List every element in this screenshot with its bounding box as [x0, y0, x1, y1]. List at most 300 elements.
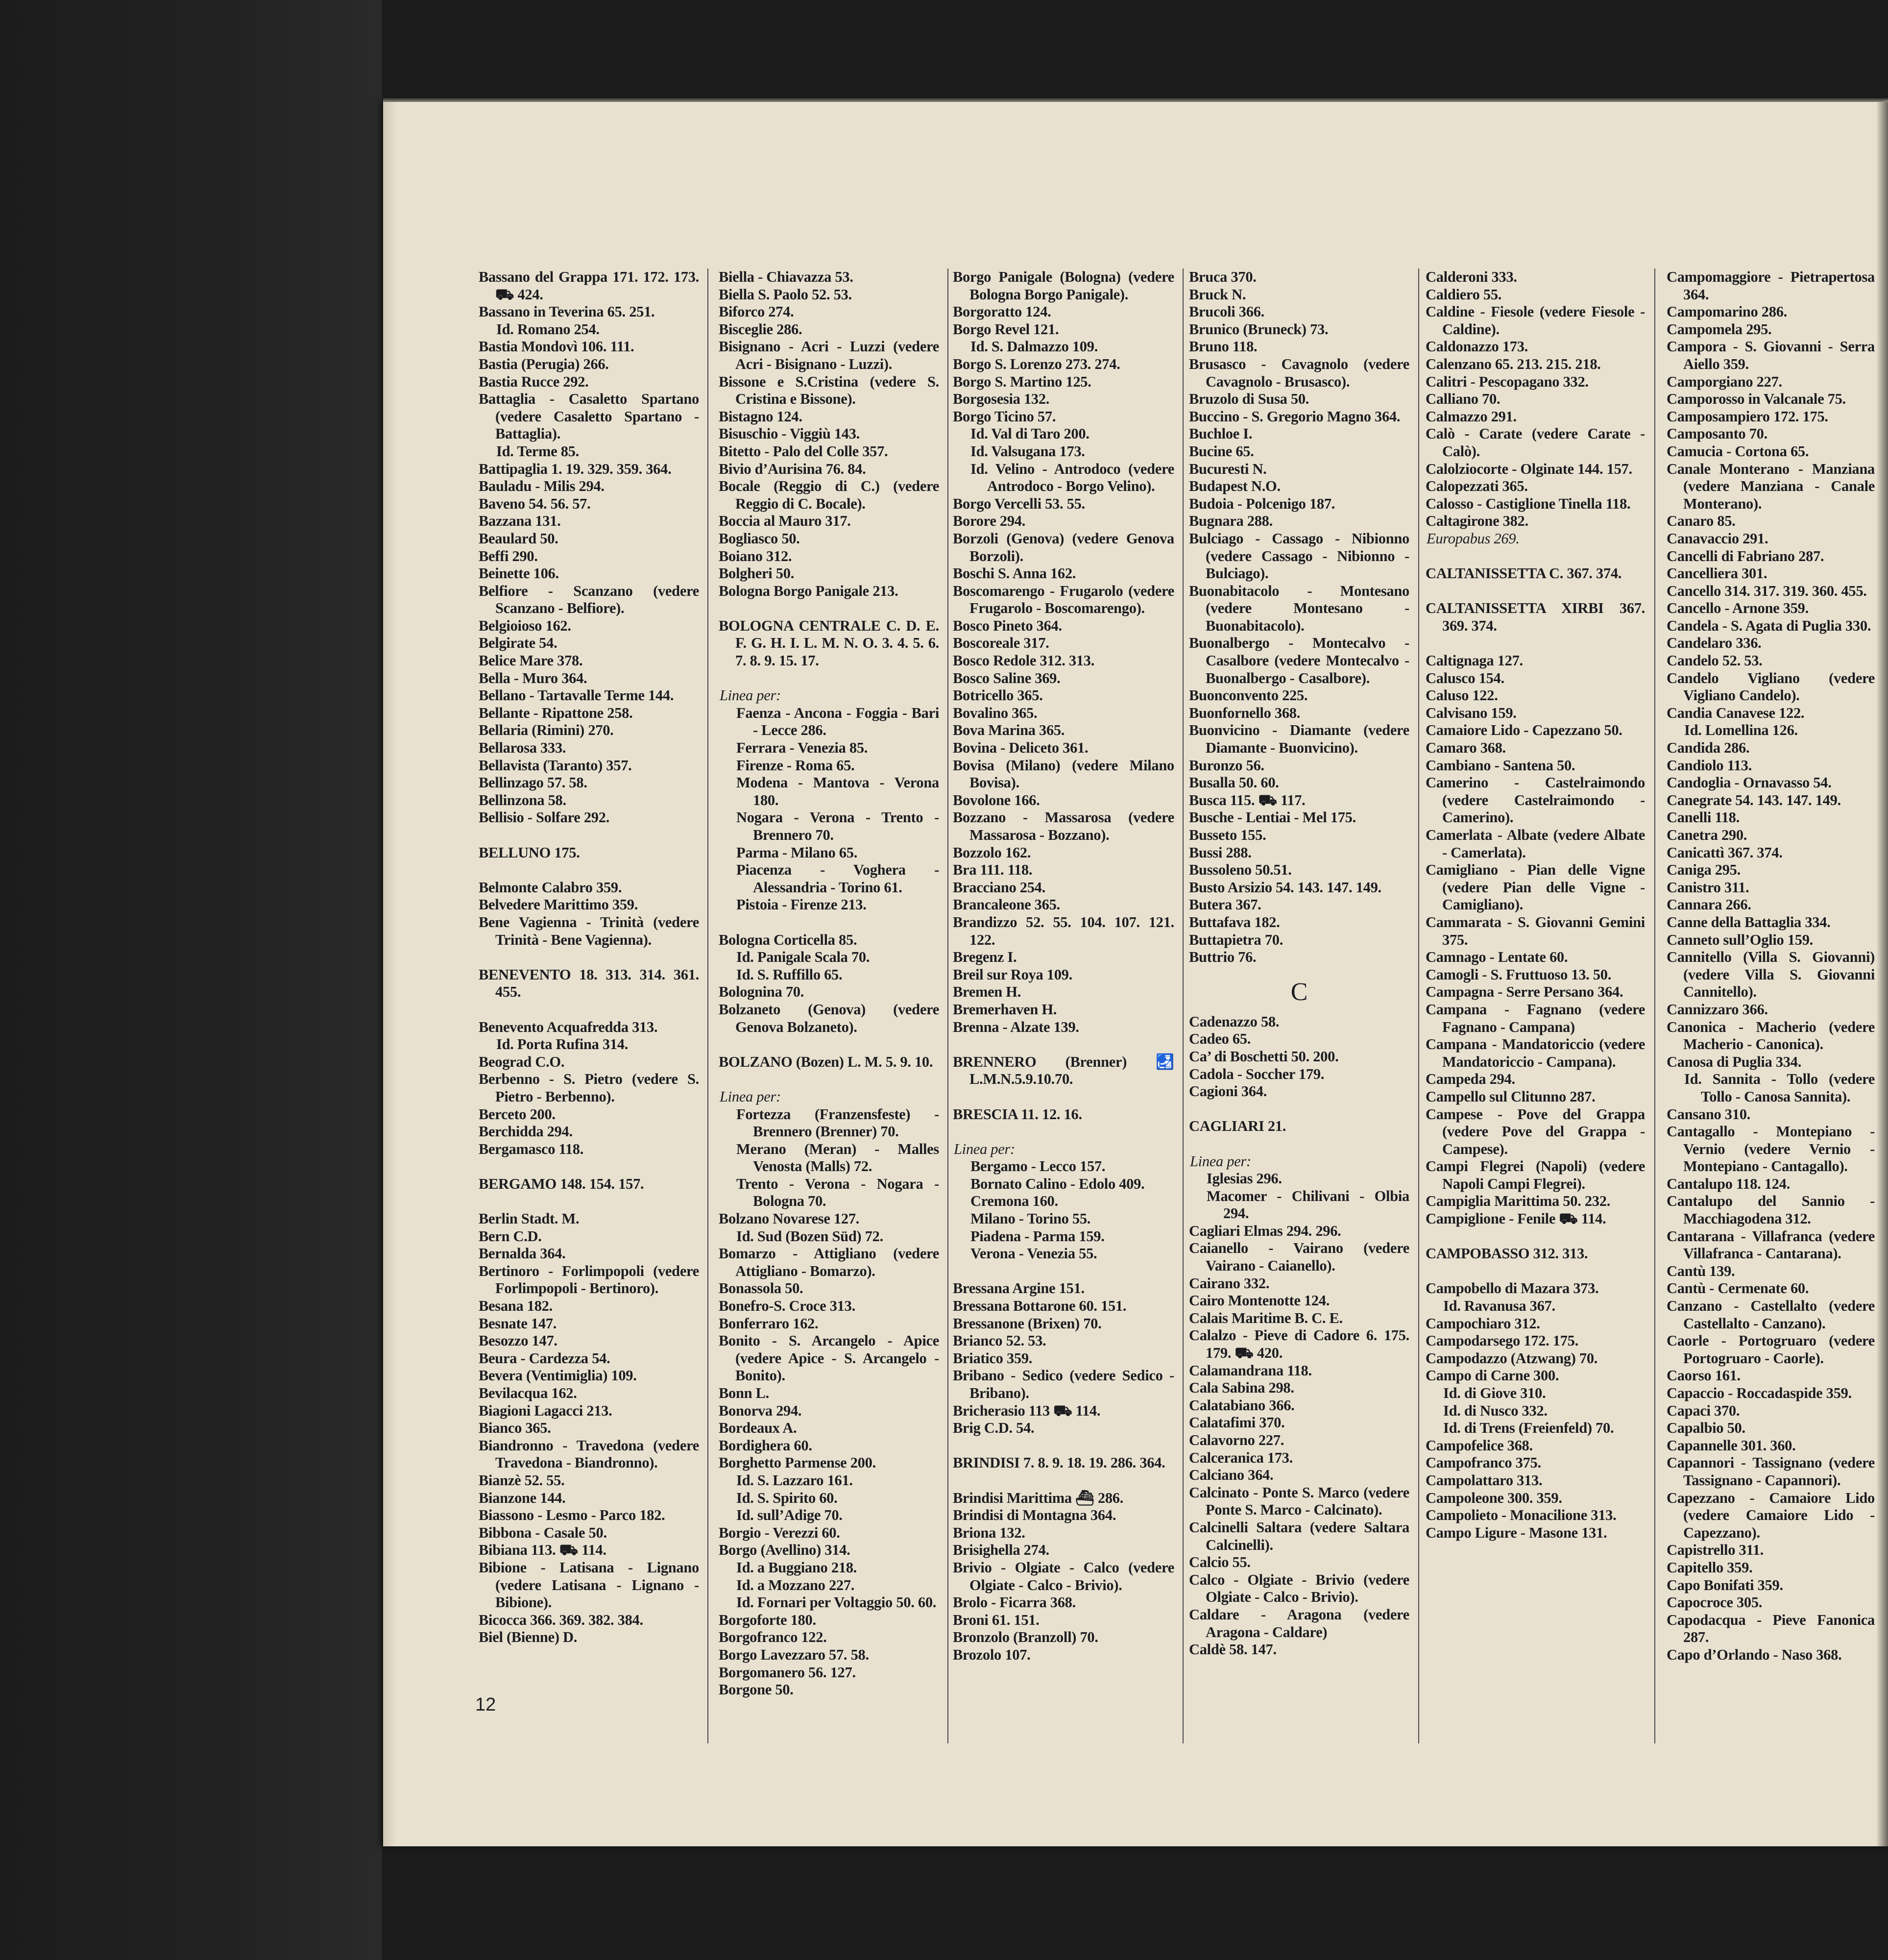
index-entry: Cansano 310.: [1667, 1105, 1750, 1123]
index-entry: Pistoia - Firenze 213.: [736, 896, 867, 913]
index-entry: Bergamasco 118.: [479, 1140, 584, 1157]
index-entry: Bovina - Deliceto 361.: [953, 739, 1089, 757]
index-entry: Bastia (Perugia) 266.: [479, 355, 609, 372]
index-entry: Bernalda 364.: [479, 1245, 566, 1262]
index-entry: Boiano 312.: [719, 547, 792, 564]
index-entry: Bolzano Novarese 127.: [719, 1210, 860, 1227]
index-entry: Cantagallo - Montepiano - Vernio (vedere Vernio - Montepiano - Cantagallo).: [1667, 1123, 1875, 1175]
index-entry: Campora - S. Giovanni - Serra Aiello 359.: [1667, 338, 1875, 372]
index-entry: Borgosesia 132.: [953, 391, 1050, 408]
index-entry: Id. Val di Taro 200.: [970, 425, 1089, 442]
index-entry: Bruno 118.: [1189, 338, 1258, 355]
index-entry: Campo di Carne 300.: [1426, 1367, 1559, 1384]
column-rule: [947, 269, 948, 1743]
index-entry: Bisceglie 286.: [719, 320, 802, 338]
index-entry: Id. S. Spirito 60.: [736, 1489, 838, 1506]
index-entry: Canonica - Macherio (vedere Macherio - Canonica).: [1667, 1018, 1875, 1053]
index-entry: Caldiero 55.: [1426, 286, 1502, 303]
index-entry: Brianco 52. 53.: [953, 1332, 1046, 1349]
index-entry: Bracciano 254.: [953, 879, 1045, 896]
index-entry: Caluso 122.: [1426, 687, 1498, 704]
index-entry: Boscomarengo - Frugarolo (vedere Frugarolo - Boscomarengo).: [953, 582, 1174, 617]
index-entry: BOLZANO (Bozen) L. M. 5. 9. 10.: [719, 1053, 933, 1070]
index-entry: Canicattì 367. 374.: [1667, 844, 1783, 861]
index-entry: Brucoli 366.: [1189, 303, 1264, 320]
index-entry: Id. Valsugana 173.: [970, 442, 1085, 460]
index-entry: Bertinoro - Forlimpopoli (vedere Forlimpopoli - Bertinoro).: [479, 1262, 699, 1297]
index-entry: Bordeaux A.: [719, 1420, 797, 1437]
index-entry: Bellaria (Rimini) 270.: [479, 722, 614, 739]
index-entry: Campolieto - Monacilione 313.: [1426, 1507, 1617, 1524]
index-entry: Capo d’Orlando - Naso 368.: [1667, 1646, 1842, 1663]
index-entry: Bibbona - Casale 50.: [479, 1524, 607, 1541]
index-entry: Id. Romano 254.: [496, 320, 600, 338]
index-entry: Boccia al Mauro 317.: [719, 513, 851, 530]
index-entry: Broni 61. 151.: [953, 1611, 1040, 1628]
index-column-1: [479, 269, 699, 1758]
index-entry: Caldare - Aragona (vedere Aragona - Caldare): [1189, 1606, 1409, 1641]
index-entry: Cadola - Soccher 179.: [1189, 1065, 1325, 1082]
index-entry: Bellavista (Taranto) 357.: [479, 757, 632, 774]
index-entry: Id. a Buggiano 218.: [736, 1559, 857, 1576]
index-entry: Candida 286.: [1667, 739, 1750, 757]
index-entry: Bologna Borgo Panigale 213.: [719, 582, 898, 599]
index-entry: Bistagno 124.: [719, 408, 802, 425]
index-entry: Campodarsego 172. 175.: [1426, 1332, 1578, 1349]
index-entry: Candela - S. Agata di Puglia 330.: [1667, 617, 1871, 634]
index-entry: Bern C.D.: [479, 1227, 542, 1245]
index-entry: Campello sul Clitunno 287.: [1426, 1088, 1596, 1105]
index-entry: Berchidda 294.: [479, 1123, 573, 1140]
index-entry: Bastia Mondovì 106. 111.: [479, 338, 634, 355]
index-entry: Capalbio 50.: [1667, 1420, 1745, 1437]
index-entry: Caltignaga 127.: [1426, 652, 1523, 669]
index-entry: Caianello - Vairano (vedere Vairano - Caianello).: [1189, 1240, 1409, 1274]
index-entry: Bolzaneto (Genova) (vedere Genova Bolzaneto).: [719, 1001, 939, 1035]
index-entry: Buonalbergo - Montecalvo - Casalbore (vedere Montecalvo - Buonalbergo - Casalbore).: [1189, 635, 1409, 686]
index-entry: Calceranica 173.: [1189, 1449, 1293, 1466]
index-entry: Camaiore Lido - Capezzano 50.: [1426, 722, 1622, 739]
index-entry: Candoglia - Ornavasso 54.: [1667, 774, 1832, 791]
index-entry: Capistrello 311.: [1667, 1542, 1764, 1559]
index-entry: Calusco 154.: [1426, 669, 1504, 686]
index-entry: Calcinato - Ponte S. Marco (vedere Ponte S. Marco - Calcinato).: [1189, 1484, 1409, 1519]
index-entry: Bricherasio 113 ⛟ 114.: [953, 1402, 1101, 1419]
index-entry: Bene Vagienna - Trinità (vedere Trinità - Bene Vagienna).: [479, 913, 699, 948]
index-entry: Cala Sabina 298.: [1189, 1379, 1294, 1396]
index-entry: Id. Velino - Antrodoco (vedere Antrodoco - Borgo Velino).: [970, 460, 1174, 495]
scan-background: [0, 0, 382, 1960]
index-entry: Calais Maritime B. C. E.: [1189, 1309, 1343, 1326]
index-entry: Borgo (Avellino) 314.: [719, 1542, 850, 1559]
index-entry: Bressana Argine 151.: [953, 1280, 1085, 1297]
index-entry: Budoia - Polcenigo 187.: [1189, 495, 1335, 512]
index-entry: Candelo 52. 53.: [1667, 652, 1763, 669]
index-entry: Bonorva 294.: [719, 1402, 802, 1419]
index-column-2: [719, 269, 939, 1758]
index-entry: Bissone e S.Cristina (vedere S. Cristina e Bissone).: [719, 373, 939, 408]
index-entry: Bribano - Sedico (vedere Sedico - Bribano).: [953, 1367, 1174, 1401]
index-entry: Campo Ligure - Masone 131.: [1426, 1524, 1607, 1541]
index-entry: Campolattaro 313.: [1426, 1471, 1543, 1489]
index-entry: BOLOGNA CENTRALE C. D. E. F. G. H. I. L. M. N. O. 3. 4. 5. 6. 7. 8. 9. 15. 17.: [719, 617, 939, 669]
index-entry: Bassano del Grappa 171. 172. 173. ⛟ 424.: [479, 269, 699, 303]
index-entry: Bolgheri 50.: [719, 565, 794, 582]
index-entry: Linea per:: [954, 1140, 1015, 1157]
index-entry: Besozzo 147.: [479, 1332, 557, 1349]
index-entry: Bicocca 366. 369. 382. 384.: [479, 1611, 643, 1628]
index-entry: Piadena - Parma 159.: [970, 1227, 1105, 1245]
index-entry: Bosco Pineto 364.: [953, 617, 1062, 634]
index-entry: Benevento Acquafredda 313.: [479, 1018, 658, 1035]
index-entry: Bellano - Tartavalle Terme 144.: [479, 687, 674, 704]
index-entry: Verona - Venezia 55.: [970, 1245, 1097, 1262]
index-entry: CAGLIARI 21.: [1189, 1118, 1286, 1135]
index-entry: Bocale (Reggio di C.) (vedere Reggio di C. Bocale).: [719, 478, 939, 512]
index-entry: Cancelliera 301.: [1667, 565, 1767, 582]
index-entry: Battaglia - Casaletto Spartano (vedere Casaletto Spartano - Battaglia).: [479, 391, 699, 442]
index-column-5: [1426, 269, 1645, 1758]
index-entry: Capitello 359.: [1667, 1559, 1753, 1576]
index-entry: Butera 367.: [1189, 896, 1261, 913]
index-entry: Boscoreale 317.: [953, 635, 1049, 652]
index-entry: Bruck N.: [1189, 286, 1246, 303]
index-entry: Id. Terme 85.: [496, 442, 579, 460]
index-entry: Caltagirone 382.: [1426, 513, 1528, 530]
index-entry: Belgirate 54.: [479, 635, 557, 652]
index-entry: Camerlata - Albate (vedere Albate - Camerlata).: [1426, 827, 1645, 861]
index-entry: Buchloe I.: [1189, 425, 1253, 442]
index-entry: Id. S. Dalmazzo 109.: [970, 338, 1098, 355]
index-entry: Bevilacqua 162.: [479, 1385, 577, 1401]
index-entry: Calavorno 227.: [1189, 1432, 1284, 1448]
index-entry: Briona 132.: [953, 1524, 1025, 1541]
index-entry: Borgo Lavezzaro 57. 58.: [719, 1646, 869, 1663]
index-entry: Calenzano 65. 213. 215. 218.: [1426, 355, 1601, 372]
index-entry: Campana - Fagnano (vedere Fagnano - Campana): [1426, 1001, 1645, 1035]
index-entry: Bergamo - Lecco 157.: [970, 1158, 1106, 1175]
index-entry: Busto Arsizio 54. 143. 147. 149.: [1189, 879, 1381, 896]
index-entry: Bussi 288.: [1189, 844, 1252, 861]
index-entry: Brindisi Marittima ⛴ 286.: [953, 1489, 1124, 1506]
index-entry: Bremerhaven H.: [953, 1001, 1057, 1018]
index-entry: BRENNERO (Brenner) 🛃 L.M.N.5.9.10.70.: [953, 1053, 1174, 1088]
index-entry: Biagioni Lagacci 213.: [479, 1402, 612, 1419]
index-entry: Biel (Bienne) D.: [479, 1629, 578, 1646]
index-entry: Bonn L.: [719, 1385, 770, 1401]
index-entry: Capo Bonifati 359.: [1667, 1576, 1783, 1593]
index-entry: Calvisano 159.: [1426, 704, 1517, 721]
index-entry: Brusasco - Cavagnolo (vedere Cavagnolo - Brusasco).: [1189, 355, 1409, 390]
index-entry: Canetra 290.: [1667, 827, 1747, 843]
column-rule: [1183, 269, 1184, 1743]
index-entry: Borgo Panigale (Bologna) (vedere Bologna Borgo Panigale).: [953, 269, 1174, 303]
index-entry: Campomaggiore - Pietrapertosa 364.: [1667, 269, 1875, 303]
index-entry: Fortezza (Franzensfeste) - Brennero (Brenner) 70.: [736, 1105, 939, 1140]
index-entry: Busseto 155.: [1189, 827, 1266, 843]
index-entry: Besnate 147.: [479, 1315, 557, 1332]
index-entry: Canne della Battaglia 334.: [1667, 913, 1831, 931]
index-entry: Cremona 160.: [970, 1193, 1058, 1210]
index-entry: Cairano 332.: [1189, 1274, 1270, 1292]
index-entry: Id. Panigale Scala 70.: [736, 949, 870, 966]
index-entry: Brisighella 274.: [953, 1542, 1049, 1559]
index-entry: Cairo Montenotte 124.: [1189, 1292, 1330, 1309]
index-entry: Europabus 269.: [1427, 530, 1520, 547]
index-entry: Brig C.D. 54.: [953, 1420, 1035, 1437]
index-entry: Capaccio - Roccadaspide 359.: [1667, 1385, 1852, 1401]
index-entry: Brenna - Alzate 139.: [953, 1018, 1079, 1035]
column-rule: [1418, 269, 1419, 1743]
index-entry: Bruzolo di Susa 50.: [1189, 391, 1309, 408]
index-entry: Campodazzo (Atzwang) 70.: [1426, 1349, 1598, 1367]
book-page: [383, 102, 1888, 1846]
index-entry: Bellante - Ripattone 258.: [479, 704, 633, 721]
index-entry: Bovalino 365.: [953, 704, 1038, 721]
index-entry: Id. di Giove 310.: [1443, 1385, 1546, 1401]
page-edge-shadow: [1876, 102, 1888, 1846]
index-entry: Id. Ravanusa 367.: [1443, 1298, 1555, 1315]
index-entry: Calamandrana 118.: [1189, 1362, 1312, 1379]
index-entry: Id. a Mozzano 227.: [736, 1576, 855, 1593]
index-entry: Cannara 266.: [1667, 896, 1751, 913]
index-entry: Campi Flegrei (Napoli) (vedere Napoli Campi Flegrei).: [1426, 1158, 1645, 1192]
index-entry: Calosso - Castiglione Tinella 118.: [1426, 495, 1631, 512]
index-entry: Calco - Olgiate - Brivio (vedere Olgiate - Calco - Brivio).: [1189, 1571, 1409, 1606]
index-entry: Cantalupo 118. 124.: [1667, 1175, 1790, 1192]
index-entry: Berceto 200.: [479, 1105, 556, 1123]
index-entry: Calò - Carate (vedere Carate - Calò).: [1426, 425, 1645, 460]
index-entry: Brindisi di Montagna 364.: [953, 1507, 1116, 1524]
index-entry: Capocroce 305.: [1667, 1594, 1763, 1611]
index-entry: Canzano - Castellalto (vedere Castellalto - Canzano).: [1667, 1298, 1875, 1332]
index-entry: Bisuschio - Viggiù 143.: [719, 425, 860, 442]
index-entry: Borgo Vercelli 53. 55.: [953, 495, 1085, 512]
index-entry: Buccino - S. Gregorio Magno 364.: [1189, 408, 1401, 425]
index-entry: Beaulard 50.: [479, 530, 558, 547]
index-entry: Milano - Torino 55.: [970, 1210, 1091, 1227]
index-entry: Borghetto Parmense 200.: [719, 1454, 876, 1471]
index-entry: Bianco 365.: [479, 1420, 551, 1437]
index-entry: Buttrio 76.: [1189, 949, 1257, 966]
index-entry: Bivio d’Aurisina 76. 84.: [719, 460, 866, 477]
index-entry: Briatico 359.: [953, 1349, 1033, 1367]
index-entry: Bronzolo (Branzoll) 70.: [953, 1629, 1098, 1646]
index-entry: Bianzè 52. 55.: [479, 1471, 565, 1489]
index-entry: Nogara - Verona - Trento - Brennero 70.: [736, 809, 939, 843]
index-entry: Capodacqua - Pieve Fanonica 287.: [1667, 1611, 1875, 1646]
index-entry: Bitetto - Palo del Colle 357.: [719, 442, 888, 460]
index-entry: Biella - Chiavazza 53.: [719, 269, 853, 285]
index-entry: BRINDISI 7. 8. 9. 18. 19. 286. 364.: [953, 1454, 1165, 1471]
index-entry: BERGAMO 148. 154. 157.: [479, 1175, 644, 1192]
index-entry: Macomer - Chilivani - Olbia 294.: [1207, 1187, 1409, 1222]
index-entry: Parma - Milano 65.: [736, 844, 858, 861]
index-entry: Bordighera 60.: [719, 1437, 812, 1454]
index-entry: Brolo - Ficarra 368.: [953, 1594, 1076, 1611]
index-entry: Busche - Lentiai - Mel 175.: [1189, 809, 1356, 826]
index-entry: Cantù 139.: [1667, 1262, 1735, 1279]
index-entry: Borore 294.: [953, 513, 1026, 530]
index-entry: Bastia Rucce 292.: [479, 373, 589, 390]
index-entry: Bolognina 70.: [719, 983, 804, 1001]
index-entry: Calliano 70.: [1426, 391, 1501, 408]
index-entry: Cantarana - Villafranca (vedere Villafranca - Cantarana).: [1667, 1227, 1875, 1262]
index-entry: Buonabitacolo - Montesano (vedere Montesano - Buonabitacolo).: [1189, 582, 1409, 634]
index-entry: Calopezzati 365.: [1426, 478, 1528, 495]
index-entry: Bucuresti N.: [1189, 460, 1267, 477]
index-entry: Ca’ di Boschetti 50. 200.: [1189, 1048, 1339, 1065]
index-entry: Botricello 365.: [953, 687, 1043, 704]
index-entry: CAMPOBASSO 312. 313.: [1426, 1245, 1588, 1262]
index-entry: Borgoforte 180.: [719, 1611, 816, 1628]
index-entry: Linea per:: [720, 687, 781, 704]
index-entry: Cagliari Elmas 294. 296.: [1189, 1222, 1341, 1239]
index-entry: Borgo Ticino 57.: [953, 408, 1056, 425]
index-entry: Brozolo 107.: [953, 1646, 1031, 1663]
index-entry: Bussoleno 50.51.: [1189, 861, 1292, 879]
index-entry: Capaci 370.: [1667, 1402, 1740, 1419]
index-entry: Bonassola 50.: [719, 1280, 803, 1297]
index-entry: Canegrate 54. 143. 147. 149.: [1667, 791, 1841, 808]
index-entry: Camnago - Lentate 60.: [1426, 949, 1568, 966]
index-entry: Bevera (Ventimiglia) 109.: [479, 1367, 637, 1384]
index-entry: Calcio 55.: [1189, 1554, 1251, 1571]
index-entry: Bellinzago 57. 58.: [479, 774, 587, 791]
index-entry: Buttapietra 70.: [1189, 931, 1283, 948]
index-entry: Bellisio - Solfare 292.: [479, 809, 610, 826]
index-entry: Bonferraro 162.: [719, 1315, 819, 1332]
page-number: 12: [475, 1694, 496, 1715]
index-entry: Id. Lomellina 126.: [1684, 722, 1798, 739]
index-entry: Campofelice 368.: [1426, 1437, 1533, 1454]
index-entry: Campofranco 375.: [1426, 1454, 1541, 1471]
index-entry: Capannori - Tassignano (vedere Tassignano - Capannori).: [1667, 1454, 1875, 1489]
index-entry: Campomela 295.: [1667, 320, 1772, 338]
index-entry: Iglesias 296.: [1207, 1170, 1282, 1187]
index-entry: Caldonazzo 173.: [1426, 338, 1528, 355]
index-entry: Caorso 161.: [1667, 1367, 1741, 1384]
index-entry: Calitri - Pescopagano 332.: [1426, 373, 1589, 390]
index-entry: Bosco Saline 369.: [953, 669, 1061, 686]
index-entry: Bozzano - Massarosa (vedere Massarosa - Bozzano).: [953, 809, 1174, 843]
index-entry: Busca 115. ⛟ 117.: [1189, 791, 1306, 808]
index-entry: Bugnara 288.: [1189, 513, 1273, 530]
index-entry: Canistro 311.: [1667, 879, 1749, 896]
index-entry: Camporosso in Valcanale 75.: [1667, 391, 1846, 408]
index-entry: Cancelli di Fabriano 287.: [1667, 547, 1824, 564]
index-entry: Cammarata - S. Giovanni Gemini 375.: [1426, 913, 1645, 948]
index-entry: Borgio - Verezzi 60.: [719, 1524, 840, 1541]
index-entry: Campoleone 300. 359.: [1426, 1489, 1562, 1506]
index-entry: Bressana Bottarone 60. 151.: [953, 1298, 1127, 1315]
index-entry: Camposanto 70.: [1667, 425, 1767, 442]
index-entry: Bomarzo - Attigliano (vedere Attigliano - Bomarzo).: [719, 1245, 939, 1279]
index-entry: Bibiana 113. ⛟ 114.: [479, 1542, 606, 1559]
index-entry: Camucia - Cortona 65.: [1667, 442, 1809, 460]
index-entry: Borgo S. Martino 125.: [953, 373, 1091, 390]
index-entry: Bra 111. 118.: [953, 861, 1033, 879]
index-entry: Camaro 368.: [1426, 739, 1506, 757]
index-entry: Bregenz I.: [953, 949, 1017, 966]
index-entry: Belmonte Calabro 359.: [479, 879, 622, 896]
index-entry: Belfiore - Scanzano (vedere Scanzano - Belfiore).: [479, 582, 699, 617]
index-entry: Buonfornello 368.: [1189, 704, 1301, 721]
index-entry: Biella S. Paolo 52. 53.: [719, 286, 852, 303]
index-entry: Busalla 50. 60.: [1189, 774, 1279, 791]
index-entry: Trento - Verona - Nogara - Bologna 70.: [736, 1175, 939, 1210]
index-entry: Borgoratto 124.: [953, 303, 1051, 320]
index-entry: Bianzone 144.: [479, 1489, 566, 1506]
index-entry: Canelli 118.: [1667, 809, 1740, 826]
index-entry: Campobello di Mazara 373.: [1426, 1280, 1599, 1297]
index-entry: Belice Mare 378.: [479, 652, 583, 669]
index-entry: Breil sur Roya 109.: [953, 966, 1072, 983]
index-entry: Bonefro-S. Croce 313.: [719, 1298, 855, 1315]
index-entry: BRESCIA 11. 12. 16.: [953, 1105, 1082, 1123]
index-entry: Bella - Muro 364.: [479, 669, 587, 686]
index-entry: Belgioioso 162.: [479, 617, 571, 634]
index-entry: Bova Marina 365.: [953, 722, 1065, 739]
index-entry: Bisignano - Acri - Luzzi (vedere Acri - Bisignano - Luzzi).: [719, 338, 939, 372]
index-entry: Borgo Revel 121.: [953, 320, 1059, 338]
index-entry: Candelo Vigliano (vedere Vigliano Candelo).: [1667, 669, 1875, 704]
index-entry: Bovolone 166.: [953, 791, 1040, 808]
index-entry: Campomarino 286.: [1667, 303, 1787, 320]
section-letter-heading: C: [1290, 978, 1308, 1006]
index-entry: Bruca 370.: [1189, 269, 1257, 285]
index-entry: Campagna - Serre Persano 364.: [1426, 983, 1623, 1001]
index-column-6: [1667, 269, 1875, 1758]
index-entry: Belvedere Marittimo 359.: [479, 896, 638, 913]
index-entry: Calolziocorte - Olginate 144. 157.: [1426, 460, 1632, 477]
index-entry: Campese - Pove del Grappa (vedere Pove del Grappa - Campese).: [1426, 1105, 1645, 1157]
index-entry: Bonito - S. Arcangelo - Apice (vedere Apice - S. Arcangelo - Bonito).: [719, 1332, 939, 1384]
index-entry: Camigliano - Pian delle Vigne (vedere Pian delle Vigne - Camigliano).: [1426, 861, 1645, 913]
index-entry: Bellarosa 333.: [479, 739, 566, 757]
index-column-4: [1189, 269, 1409, 1758]
index-entry: Biandronno - Travedona (vedere Travedona - Biandronno).: [479, 1437, 699, 1471]
index-entry: Id. Sannita - Tollo (vedere Tollo - Canosa Sannita).: [1684, 1071, 1875, 1105]
index-entry: Linea per:: [1190, 1152, 1251, 1170]
index-entry: Cannizzaro 366.: [1667, 1001, 1768, 1018]
index-entry: Cadenazzo 58.: [1189, 1013, 1280, 1030]
index-entry: Id. Sud (Bozen Süd) 72.: [736, 1227, 883, 1245]
index-entry: Campeda 294.: [1426, 1071, 1515, 1088]
index-entry: Besana 182.: [479, 1298, 553, 1315]
index-entry: Buonconvento 225.: [1189, 687, 1308, 704]
index-entry: Canavaccio 291.: [1667, 530, 1768, 547]
index-entry: Merano (Meran) - Malles Venosta (Malls) 72.: [736, 1140, 939, 1175]
index-entry: Cantù - Cermenate 60.: [1667, 1280, 1809, 1297]
index-entry: Candiolo 113.: [1667, 757, 1752, 774]
index-entry: Id. Fornari per Voltaggio 50. 60.: [736, 1594, 937, 1611]
index-entry: Ferrara - Venezia 85.: [736, 739, 868, 757]
index-entry: Bulciago - Cassago - Nibionno (vedere Cassago - Nibionno - Bulciago).: [1189, 530, 1409, 582]
index-entry: Cagioni 364.: [1189, 1083, 1267, 1100]
index-entry: Borgo S. Lorenzo 273. 274.: [953, 355, 1120, 372]
index-column-3: [953, 269, 1174, 1758]
index-entry: BELLUNO 175.: [479, 844, 580, 861]
index-entry: Borgomanero 56. 127.: [719, 1664, 856, 1681]
index-entry: Bazzana 131.: [479, 513, 561, 530]
index-entry: Calatafimi 370.: [1189, 1414, 1285, 1431]
index-entry: Beffi 290.: [479, 547, 538, 564]
index-entry: Bressanone (Brixen) 70.: [953, 1315, 1102, 1332]
index-entry: Biforco 274.: [719, 303, 794, 320]
index-entry: Camerino - Castelraimondo (vedere Castelraimondo - Camerino).: [1426, 774, 1645, 826]
index-entry: Bauladu - Milis 294.: [479, 478, 605, 495]
